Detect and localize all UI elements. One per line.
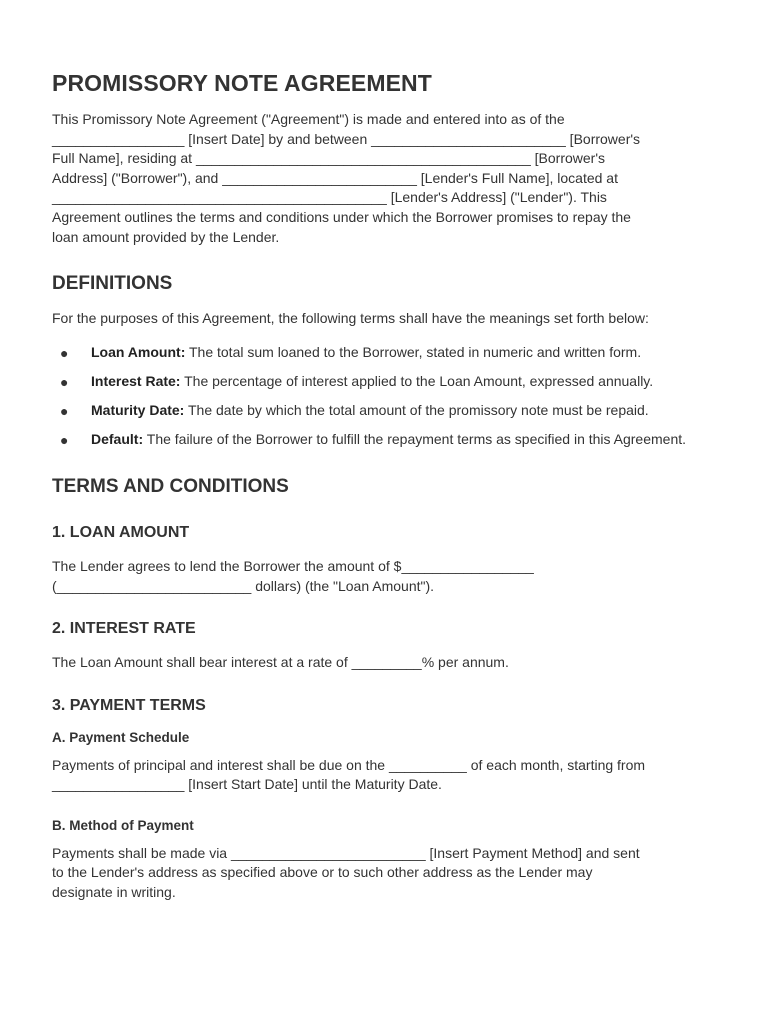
bullet-icon: ●	[60, 403, 69, 420]
definition-item	[52, 343, 720, 363]
definition-text: The failure of the Borrower to fulfill the repayment terms as specified in this Agreement.	[143, 431, 687, 448]
definition-term: Maturity Date:	[91, 402, 185, 419]
interest-rate-paragraph: The Loan Amount shall bear interest at a rate of _________% per annum.	[52, 654, 509, 671]
intro-line: _________________ [Insert Date] by and between _________________________ [Borrower's	[52, 130, 641, 147]
payment-schedule-line: _________________ [Insert Start Date] until the Maturity Date.	[52, 776, 442, 793]
definition-text: The percentage of interest applied to the Loan Amount, expressed annually.	[180, 372, 654, 389]
loan-amount-line: The Lender agrees to lend the Borrower the amount of $_________________	[52, 557, 534, 574]
terms-heading: TERMS AND CONDITIONS	[52, 475, 289, 497]
payment-method-line: designate in writing.	[52, 884, 176, 901]
payment-terms-heading: 3. PAYMENT TERMS	[52, 696, 206, 714]
payment-method-heading: B. Method of Payment	[52, 817, 194, 833]
intro-line: This Promissory Note Agreement ("Agreement") is made and entered into as of the	[52, 111, 565, 127]
definition-term: Interest Rate:	[91, 372, 181, 389]
definition-item	[52, 401, 720, 421]
document-title: PROMISSORY NOTE AGREEMENT	[52, 70, 432, 96]
definition-item	[52, 430, 720, 450]
intro-line: Address] ("Borrower"), and _________________________ [Lender's Full Name], located at	[52, 169, 618, 186]
loan-amount-line: (_________________________ dollars) (the "Loan Amount").	[52, 577, 435, 594]
payment-method-line: to the Lender's address as specified above or to such other address as the Lender may	[52, 864, 593, 881]
payment-schedule-heading: A. Payment Schedule	[52, 729, 190, 745]
bullet-icon: ●	[60, 344, 69, 361]
payment-method-line: Payments shall be made via _________________________ [Insert Payment Method] and sent	[52, 844, 640, 861]
definitions-lead: For the purposes of this Agreement, the following terms shall have the meanings set forth below:	[52, 310, 649, 327]
bullet-icon: ●	[60, 432, 69, 449]
loan-amount-heading: 1. LOAN AMOUNT	[52, 523, 190, 541]
bullet-icon: ●	[60, 373, 69, 390]
payment-schedule-line: Payments of principal and interest shall be due on the __________ of each month, starting from	[52, 756, 646, 773]
definition-item	[52, 372, 720, 392]
intro-paragraph	[52, 110, 720, 247]
payment-schedule-paragraph	[52, 756, 720, 795]
definitions-heading: DEFINITIONS	[52, 273, 173, 295]
definition-text: The total sum loaned to the Borrower, stated in numeric and written form.	[185, 343, 642, 360]
definition-term: Default:	[91, 431, 144, 448]
definitions-list	[52, 343, 720, 450]
intro-line: loan amount provided by the Lender.	[52, 228, 280, 245]
definition-text: The date by which the total amount of the promissory note must be repaid.	[184, 402, 649, 419]
intro-line: ___________________________________________ [Lender's Address] ("Lender"). This	[52, 189, 607, 206]
interest-rate-heading: 2. INTEREST RATE	[52, 620, 196, 638]
intro-line: Full Name], residing at ___________________________________________ [Borrower's	[52, 150, 605, 167]
definition-term: Loan Amount:	[91, 343, 186, 360]
payment-method-paragraph	[52, 844, 720, 903]
document-page	[52, 70, 720, 903]
intro-line: Agreement outlines the terms and conditions under which the Borrower promises to repay the	[52, 208, 631, 225]
loan-amount-paragraph	[52, 557, 720, 596]
